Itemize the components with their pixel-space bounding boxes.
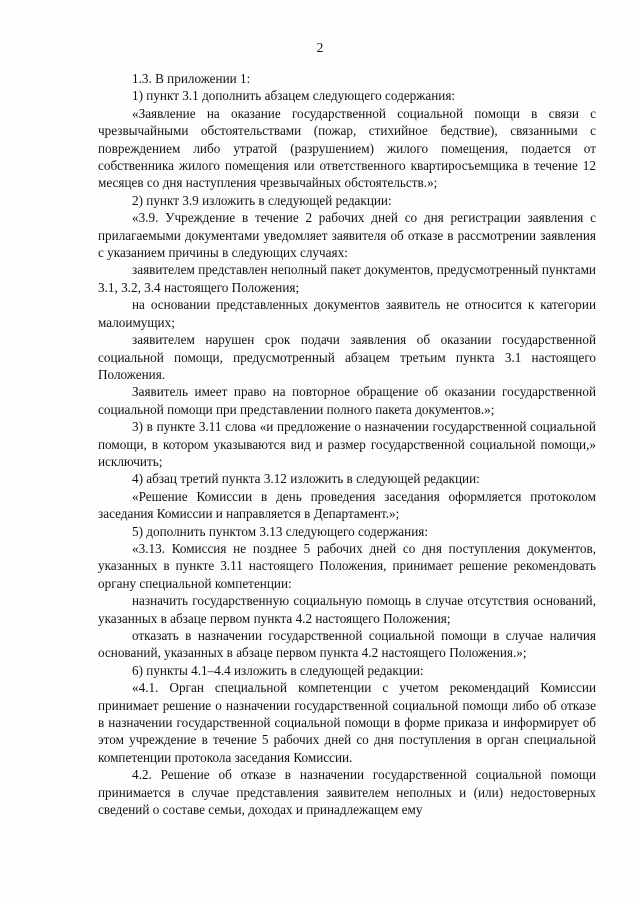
paragraph-quote-3-9: «3.9. Учреждение в течение 2 рабочих дней со дня регистрации заявления с прилагаемыми документами уведомляет заявителя об отказе в рассмотрении заявления с указанием причины в следующих случаях: [98,210,596,261]
paragraph-item-3: 3) в пункте 3.11 слова «и предложение о назначении государственной социальной помощи, в котором указываются вид и размер государственной социальной помощи,» исключить; [98,419,596,469]
paragraph-item-6: 6) пункты 4.1–4.4 изложить в следующей редакции: [132,662,424,678]
paragraph-case-1: заявителем представлен неполный пакет документов, предусмотренный пунктами 3.1, 3.2, 3.4 настоящего Положения; [98,262,596,295]
paragraph-assign-option: назначить государственную социальную помощь в случае отсутствия оснований, указанных в абзаце первом пункта 4.2 настоящего Положения; [98,593,596,626]
paragraph-item-1: 1) пункт 3.1 дополнить абзацем следующего содержания: [132,88,456,104]
paragraph-quote-3-12: «Решение Комиссии в день проведения заседания оформляется протоколом заседания Комиссии и направляется в Департамент.»; [98,488,596,522]
paragraph-item-2: 2) пункт 3.9 изложить в следующей редакции: [132,192,392,208]
page-number: 2 [316,40,324,55]
paragraph-right-to-reapply: Заявитель имеет право на повторное обращение об оказании государственной социальной помощи при представлении полного пакета документов.»; [98,384,596,417]
paragraph-case-2: на основании представленных документов заявитель не относится к категории малоимущих; [98,297,596,330]
paragraph-item-5: 5) дополнить пунктом 3.13 следующего содержания: [132,523,429,539]
document-body [98,70,596,818]
paragraph-item-4: 4) абзац третий пункта 3.12 изложить в следующей редакции: [132,471,480,487]
paragraph-1-3: 1.3. В приложении 1: [132,71,251,86]
paragraph-quote-3-13: «3.13. Комиссия не позднее 5 рабочих дней со дня поступления документов, указанных в пункте 3.11 настоящего Положения, принимает решение рекомендовать органу специальной компетенции: [98,540,596,591]
paragraph-quote-3-1: «Заявление на оказание государственной социальной помощи в связи с чрезвычайными обстоятельствами (пожар, стихийное бедствие), связанными с повреждением либо утратой (разрушением) жилого помещения, подается от собственника жилого помещения или ответственного квартиросъемщика в течение 12 месяцев со дня наступления чрезвычайных обстоятельств.»; [98,105,596,191]
paragraph-case-3: заявителем нарушен срок подачи заявления об оказании государственной социальной помощи, предусмотренный абзацем третьим пункта 3.1 настоящего Положения. [98,332,596,382]
paragraph-quote-4-2: 4.2. Решение об отказе в назначении государственной социальной помощи принимается в случае представления заявителем неполных и (или) недостоверных сведений о составе семьи, доходах и принадлежащем ему [98,767,596,818]
paragraph-quote-4-1: «4.1. Орган специальной компетенции с учетом рекомендаций Комиссии принимает решение о назначении государственной социальной помощи либо об отказе в назначении государственной социальной помощи в форме приказа и информирует об этом учреждение в течение 5 рабочих дней со дня поступления в орган специальной компетенции протокола заседания Комиссии. [98,680,596,765]
paragraph-refuse-option: отказать в назначении государственной социальной помощи в случае наличия оснований, указанных в абзаце первом пункта 4.2 настоящего Положения.»; [98,628,596,661]
